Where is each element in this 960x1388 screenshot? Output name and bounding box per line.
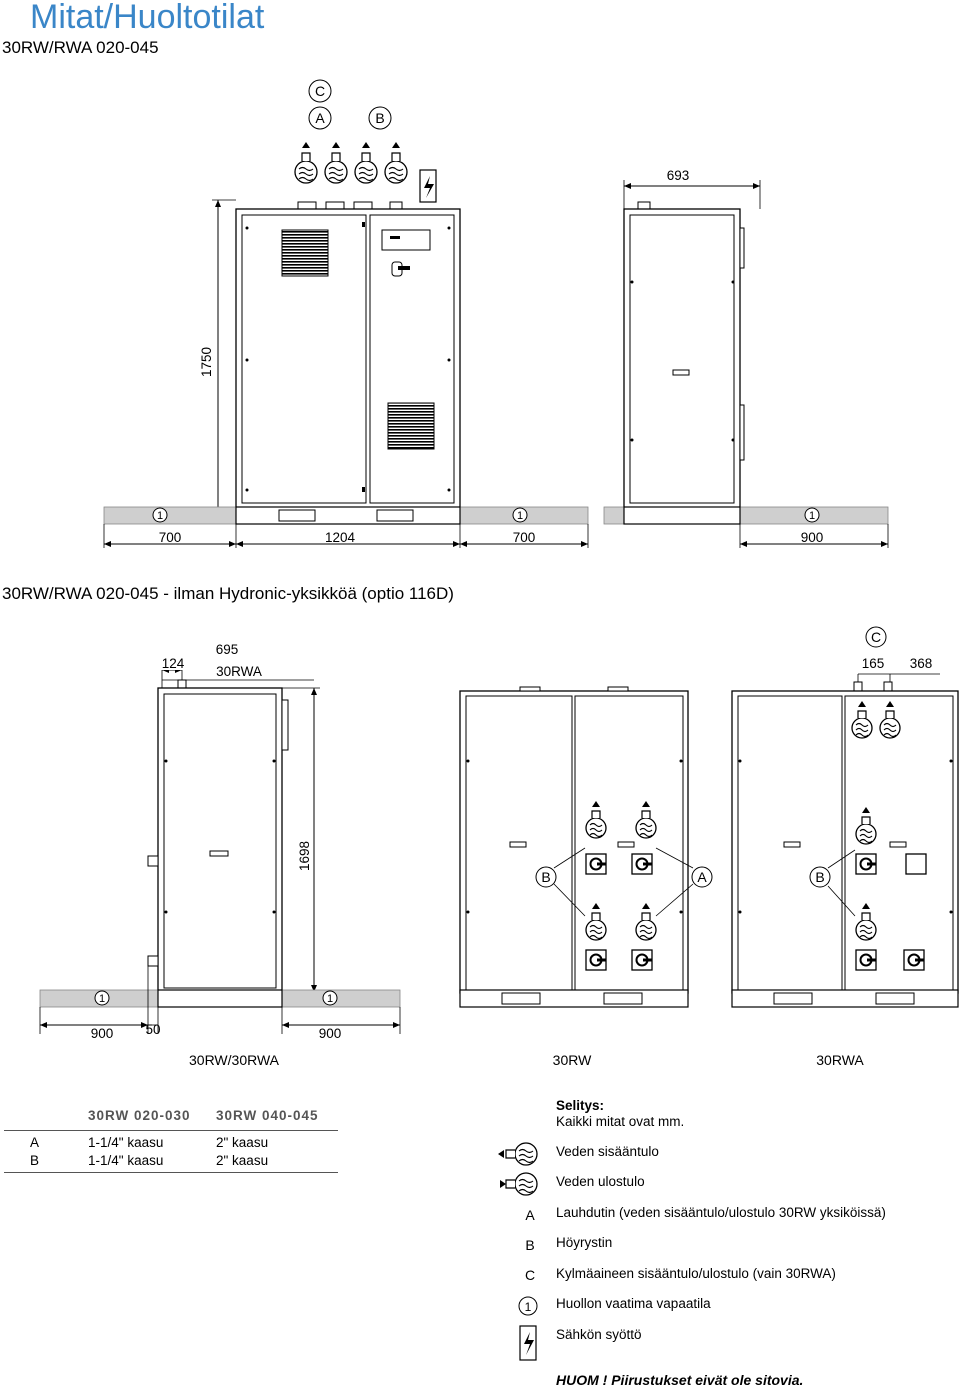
base-30rw xyxy=(460,990,688,1007)
dim-368: 368 xyxy=(909,656,933,671)
dim-165: 165 xyxy=(861,656,885,671)
table-cell: 1-1/4" kaasu xyxy=(88,1153,164,1168)
label-c-top xyxy=(309,80,331,102)
svg-text:C: C xyxy=(870,629,882,645)
table-row-label: A xyxy=(30,1135,40,1150)
table-header-020-030: 30RW 020-030 xyxy=(88,1108,191,1123)
height-1698-label: 1698 xyxy=(297,840,312,872)
top-dimension-drawing xyxy=(0,0,960,580)
legend-subheading: Kaikki mitat ovat mm. xyxy=(556,1114,685,1129)
connection-size-table xyxy=(4,1108,338,1174)
svg-text:A: A xyxy=(315,110,325,126)
front-view-unit xyxy=(236,202,460,509)
table-divider-bottom xyxy=(4,1172,338,1173)
clearance-icon xyxy=(519,1297,537,1315)
page-subtitle: 30RW/RWA 020-045 xyxy=(2,38,159,57)
svg-text:1: 1 xyxy=(524,1300,532,1314)
svg-text:C: C xyxy=(314,83,326,99)
table-divider-top xyxy=(4,1130,338,1131)
legend-item-evaporator: Höyrystin xyxy=(556,1235,613,1250)
caption-30rw: 30RW xyxy=(552,1052,592,1068)
table-header-040-045: 30RW 040-045 xyxy=(216,1108,319,1123)
height-1750-label: 1750 xyxy=(199,346,214,378)
legend-item-condenser: Lauhdutin (veden sisääntulo/ulostulo 30RW yksiköissä) xyxy=(556,1205,886,1220)
water-connection-icon xyxy=(295,142,407,183)
dim-124: 124 xyxy=(161,656,185,671)
water-out-icon xyxy=(500,1173,537,1195)
side-width-693-label: 693 xyxy=(666,168,690,183)
section-title-no-hydronic: 30RW/RWA 020-045 - ilman Hydronic-yksikköä (optio 116D) xyxy=(2,584,454,603)
side-view-unit-bottom xyxy=(148,680,288,992)
svg-text:B: B xyxy=(375,110,385,126)
caption-30rwa: 30RWA xyxy=(816,1052,864,1068)
label-30rwa-top: 30RWA xyxy=(216,664,262,679)
front-view-30rw xyxy=(460,687,688,993)
bottom-dimension-drawing xyxy=(0,620,960,1080)
legend-symbol-b: B xyxy=(525,1237,535,1253)
label-a-top xyxy=(309,107,331,129)
svg-text:B: B xyxy=(815,869,825,885)
svg-text:1: 1 xyxy=(326,993,334,1005)
label-b-30rwa xyxy=(810,867,830,887)
power-supply-legend-icon xyxy=(520,1326,536,1360)
dim-695: 695 xyxy=(215,642,239,657)
legend-item-power: Sähkön syöttö xyxy=(556,1327,642,1342)
power-supply-icon xyxy=(420,170,436,202)
table-row-label: B xyxy=(30,1153,40,1168)
dim-1204: 1204 xyxy=(324,530,356,545)
legend-heading: Selitys: xyxy=(556,1098,605,1113)
table-cell: 2" kaasu xyxy=(216,1153,269,1168)
legend-symbol-c: C xyxy=(524,1267,536,1283)
dim-900-bottom-right: 900 xyxy=(318,1026,342,1041)
table-cell: 1-1/4" kaasu xyxy=(88,1135,164,1150)
label-a-30rw xyxy=(692,867,712,887)
dim-700-right: 700 xyxy=(512,530,536,545)
disclaimer-note: HUOM ! Piirustukset eivät ole sitovia. xyxy=(556,1372,804,1388)
front-view-30rwa xyxy=(732,682,958,993)
dim-700-left: 700 xyxy=(158,530,182,545)
label-c-bottom xyxy=(866,627,886,647)
label-b-top xyxy=(369,107,391,129)
svg-text:1: 1 xyxy=(156,510,164,522)
dim-900-side: 900 xyxy=(800,530,824,545)
svg-text:B: B xyxy=(541,869,551,885)
dim-900-bottom-left: 900 xyxy=(90,1026,114,1041)
svg-text:1: 1 xyxy=(98,993,106,1005)
legend-item-refrigerant: Kylmäaineen sisääntulo/ulostulo (vain 30RWA) xyxy=(556,1266,836,1281)
caption-30rw-30rwa: 30RW/30RWA xyxy=(189,1052,279,1068)
svg-text:1: 1 xyxy=(516,510,524,522)
svg-text:A: A xyxy=(697,869,707,885)
legend-item-water-out: Veden ulostulo xyxy=(556,1174,645,1189)
svg-text:1: 1 xyxy=(808,510,816,522)
table-cell: 2" kaasu xyxy=(216,1135,269,1150)
dim-50: 50 xyxy=(145,1022,161,1037)
base-30rwa xyxy=(732,990,958,1007)
water-in-icon xyxy=(498,1143,537,1165)
side-view-unit xyxy=(624,202,744,509)
legend-symbols xyxy=(496,1136,548,1372)
legend-item-clearance: Huollon vaatima vapaatila xyxy=(556,1296,711,1311)
legend-item-water-in: Veden sisääntulo xyxy=(556,1144,659,1159)
page-title: Mitat/Huoltotilat xyxy=(30,0,265,36)
legend-symbol-a: A xyxy=(525,1207,535,1223)
label-b-30rw xyxy=(536,867,556,887)
